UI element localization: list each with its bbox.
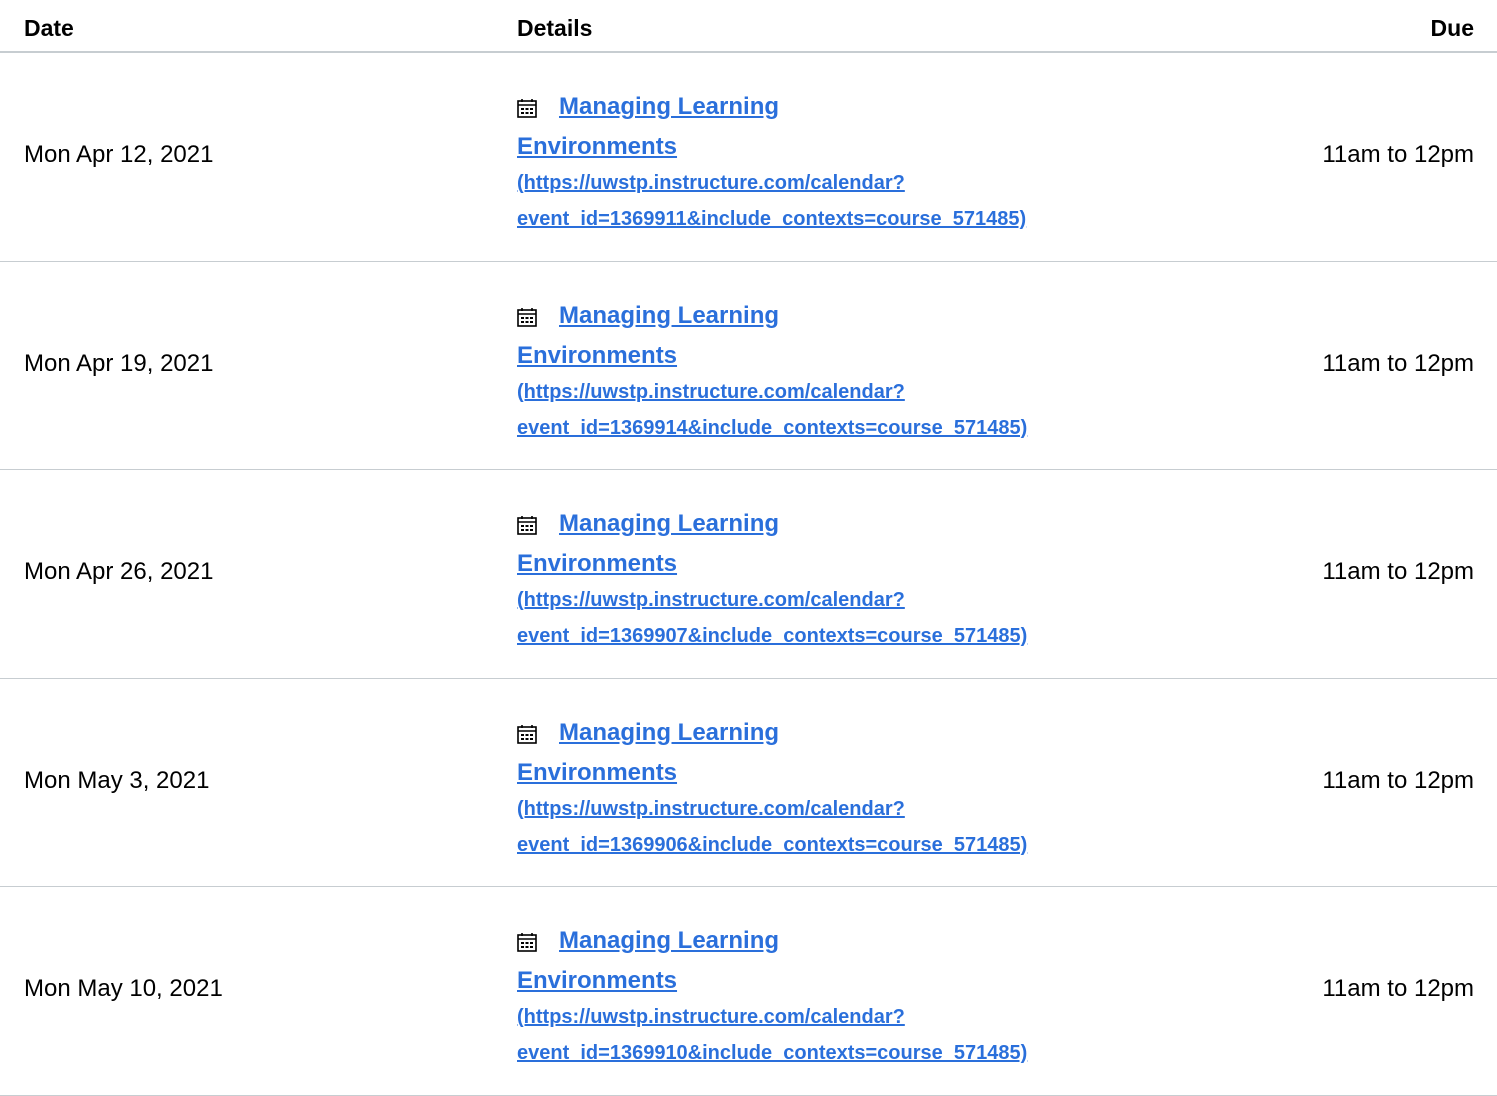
event-url[interactable]: (https://uwstp.instructure.com/calendar? bbox=[517, 380, 905, 403]
calendar-icon bbox=[517, 93, 537, 129]
event-link[interactable] bbox=[517, 923, 1177, 1071]
event-title-continued[interactable]: Environments bbox=[517, 550, 678, 577]
event-url-continued[interactable]: event_id=1369907&include_contexts=course_571485) bbox=[517, 625, 1028, 647]
event-url-continued[interactable]: event_id=1369910&include_contexts=course_571485) bbox=[517, 1042, 1028, 1064]
event-link[interactable] bbox=[517, 298, 1177, 446]
event-title[interactable]: Managing Learning bbox=[559, 93, 780, 120]
row-details bbox=[517, 715, 1177, 863]
column-header-date: Date bbox=[24, 15, 74, 41]
event-url[interactable]: (https://uwstp.instructure.com/calendar? bbox=[517, 172, 905, 194]
calendar-icon bbox=[517, 302, 537, 338]
event-url[interactable]: (https://uwstp.instructure.com/calendar? bbox=[517, 797, 905, 820]
calendar-icon bbox=[517, 510, 537, 546]
event-title[interactable]: Managing Learning bbox=[559, 301, 780, 329]
row-date: Mon May 10, 2021 bbox=[24, 975, 223, 1002]
table-row bbox=[0, 262, 1497, 471]
event-url-continued[interactable]: event_id=1369911&include_contexts=course_571485) bbox=[517, 208, 1027, 230]
event-url-continued[interactable]: event_id=1369914&include_contexts=course_571485) bbox=[517, 416, 1028, 439]
row-due: 11am to 12pm bbox=[1322, 975, 1474, 1002]
row-details bbox=[517, 923, 1177, 1071]
row-date: Mon Apr 12, 2021 bbox=[24, 141, 214, 168]
event-url-continued[interactable]: event_id=1369906&include_contexts=course_571485) bbox=[517, 833, 1028, 856]
calendar-icon bbox=[517, 927, 537, 963]
row-details bbox=[517, 298, 1177, 446]
event-title-continued[interactable]: Environments bbox=[517, 341, 678, 369]
row-details bbox=[517, 89, 1177, 237]
event-link[interactable] bbox=[517, 89, 1177, 237]
row-date: Mon May 3, 2021 bbox=[24, 766, 210, 794]
event-title[interactable]: Managing Learning bbox=[559, 510, 780, 537]
row-date: Mon Apr 19, 2021 bbox=[24, 349, 214, 377]
calendar-icon bbox=[517, 719, 537, 755]
row-due: 11am to 12pm bbox=[1322, 558, 1474, 585]
table-row bbox=[0, 887, 1497, 1096]
row-details bbox=[517, 506, 1177, 654]
event-title[interactable]: Managing Learning bbox=[559, 718, 780, 746]
event-url[interactable]: (https://uwstp.instructure.com/calendar? bbox=[517, 589, 905, 611]
event-title-continued[interactable]: Environments bbox=[517, 758, 678, 786]
column-header-details: Details bbox=[517, 15, 593, 41]
event-url[interactable]: (https://uwstp.instructure.com/calendar? bbox=[517, 1006, 905, 1028]
event-link[interactable] bbox=[517, 506, 1177, 654]
column-header-due: Due bbox=[1430, 15, 1474, 41]
table-row bbox=[0, 470, 1497, 679]
event-link[interactable] bbox=[517, 715, 1177, 863]
row-date: Mon Apr 26, 2021 bbox=[24, 558, 214, 585]
table-row bbox=[0, 53, 1497, 262]
row-due: 11am to 12pm bbox=[1322, 766, 1474, 794]
row-due: 11am to 12pm bbox=[1322, 349, 1474, 377]
event-title-continued[interactable]: Environments bbox=[517, 967, 678, 994]
table-row bbox=[0, 679, 1497, 888]
row-due: 11am to 12pm bbox=[1322, 141, 1474, 168]
event-title-continued[interactable]: Environments bbox=[517, 133, 678, 160]
table-header bbox=[0, 0, 1497, 53]
event-title[interactable]: Managing Learning bbox=[559, 927, 780, 954]
